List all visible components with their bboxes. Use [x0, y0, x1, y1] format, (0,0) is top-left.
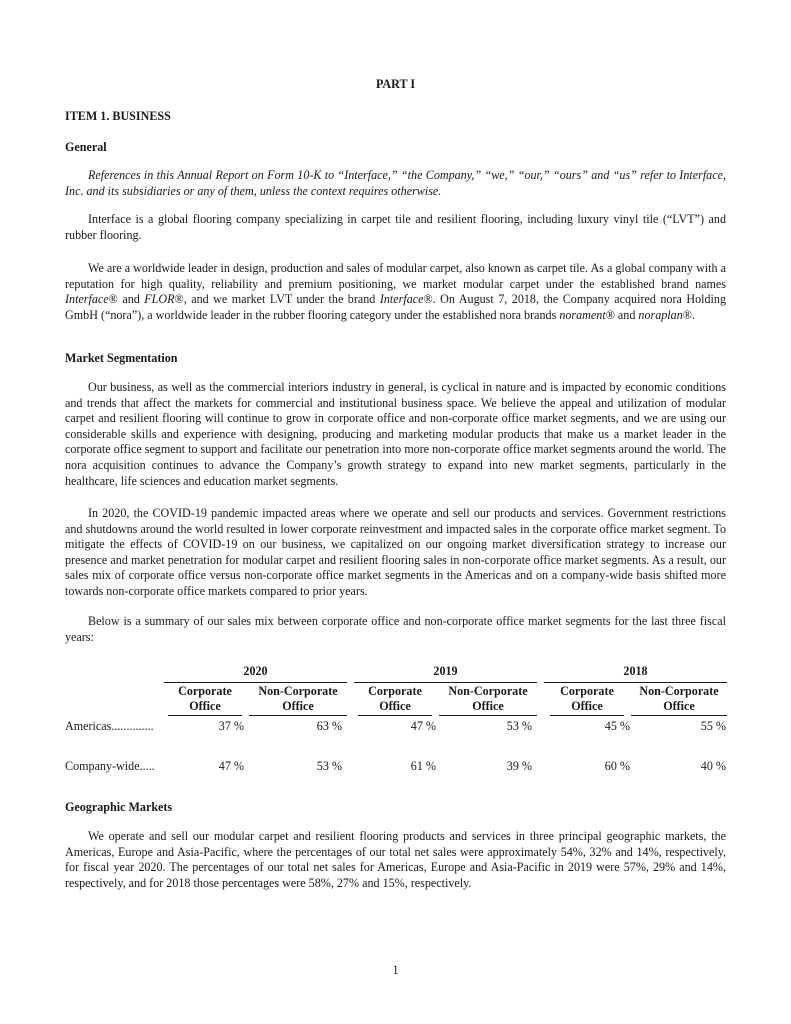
table-cell: 63 %	[316, 719, 342, 733]
brand-interface: Interface	[65, 292, 109, 307]
table-cell: 39 %	[506, 759, 532, 773]
text-run: We are a worldwide leader in design, production and sales of modular carpet, also known as carpet tile. As a global company with a reputation for high quality, reliability and premium positioning, we market modular carpet under the established brand names	[65, 261, 726, 291]
table-cell: 37 %	[218, 719, 244, 733]
row-label-americas: Americas..............	[65, 719, 154, 733]
brand-norament: norament	[559, 307, 606, 322]
general-paragraph-2: Interface is a global flooring company specializing in carpet tile and resilient flooring, including luxury vinyl tile (“LVT”) and rubber flooring.	[65, 212, 726, 242]
col-corporate-office-2020: Corporate Office	[168, 684, 242, 716]
col-non-corporate-office-2019: Non-Corporate Office	[439, 684, 537, 716]
year-header-2020: 2020	[164, 664, 347, 683]
row-label-company-wide: Company-wide.....	[65, 759, 155, 773]
table-cell: 45 %	[604, 719, 630, 733]
brand-interface-lvt: Interface	[379, 292, 424, 307]
text-run: ®, and we market LVT under the brand	[174, 292, 380, 307]
brand-noraplan: noraplan	[638, 307, 683, 322]
brand-flor: FLOR	[144, 292, 175, 307]
col-corporate-office-2018: Corporate Office	[550, 684, 624, 716]
market-segmentation-paragraph-1: Our business, as well as the commercial interiors industry in general, is cyclical in nature and is impacted by economic conditions and trends that affect the markets for commercial and institutional business space. We believe the appeal and utilization of modular carpet and resilient flooring will continue to grow in corporate office and non-corporate office market segments, and we are using our considerable skills and experience with designing, producing and marketing modular products that make us a market leader in the corporate office segment to support and facilitate our penetration into more non-corporate office market segments around the world. The nora acquisition continues to advance the Company’s growth strategy to expand into new market segments, particularly in the healthcare, life sciences and education market segments.	[65, 380, 726, 488]
text-run: ®.	[682, 307, 695, 322]
table-cell: 40 %	[700, 759, 726, 773]
text-run: ® and	[108, 292, 145, 307]
table-cell: 61 %	[410, 759, 436, 773]
table-cell: 47 %	[410, 719, 436, 733]
market-segmentation-heading: Market Segmentation	[65, 351, 178, 365]
page-number: 1	[392, 963, 399, 977]
table-cell: 53 %	[506, 719, 532, 733]
col-non-corporate-office-2020: Non-Corporate Office	[249, 684, 347, 716]
general-heading: General	[65, 140, 107, 154]
market-segmentation-paragraph-2: In 2020, the COVID-19 pandemic impacted areas where we operate and sell our products and services. Government restrictions and shutdowns around the world resulted in lower corporate reinvestment and impacted sales in the corporate office market segment. To mitigate the effects of COVID-19 on our business, we capitalized on our ongoing market diversification strategy to increase our presence and market penetration for modular carpet and resilient flooring sales in non-corporate office market segments. As a result, our sales mix of corporate office versus non-corporate office market segments in the Americas and on a company-wide basis shifted more towards non-corporate office markets compared to prior years.	[65, 506, 726, 598]
geographic-markets-heading: Geographic Markets	[65, 800, 173, 814]
table-cell: 53 %	[316, 759, 342, 773]
col-corporate-office-2019: Corporate Office	[358, 684, 432, 716]
table-cell: 60 %	[604, 759, 630, 773]
year-header-2018: 2018	[544, 664, 727, 683]
text-run: ® and	[605, 307, 639, 322]
general-paragraph-1: References in this Annual Report on Form 10-K to “Interface,” “the Company,” “we,” “our,” “ours” and “us” refer to Interface, Inc. and its subsidiaries or any of them, unless the context requires otherwise.	[65, 168, 726, 198]
year-header-2019: 2019	[354, 664, 537, 683]
col-non-corporate-office-2018: Non-Corporate Office	[631, 684, 727, 716]
market-segmentation-paragraph-3: Below is a summary of our sales mix between corporate office and non-corporate office market segments for the last three fiscal years:	[65, 614, 726, 644]
part-title: PART I	[375, 77, 416, 91]
item-title: ITEM 1. BUSINESS	[65, 109, 171, 123]
table-cell: 55 %	[700, 719, 726, 733]
geographic-markets-paragraph-1: We operate and sell our modular carpet and resilient flooring products and services in three principal geographic markets, the Americas, Europe and Asia-Pacific, where the percentages of our total net sales were approximately 54%, 32% and 14%, respectively, for fiscal year 2020. The percentages of our total net sales for Americas, Europe and Asia-Pacific in 2019 were 57%, 29% and 14%, respectively, and for 2018 those percentages were 58%, 27% and 15%, respectively.	[65, 829, 726, 890]
general-paragraph-3	[65, 261, 726, 323]
table-cell: 47 %	[218, 759, 244, 773]
text-run: ®. On August 7, 2018, the Company acquired nora Holding GmbH (“nora”), a worldwide leader in the rubber flooring category under the established nora brands	[65, 292, 726, 322]
